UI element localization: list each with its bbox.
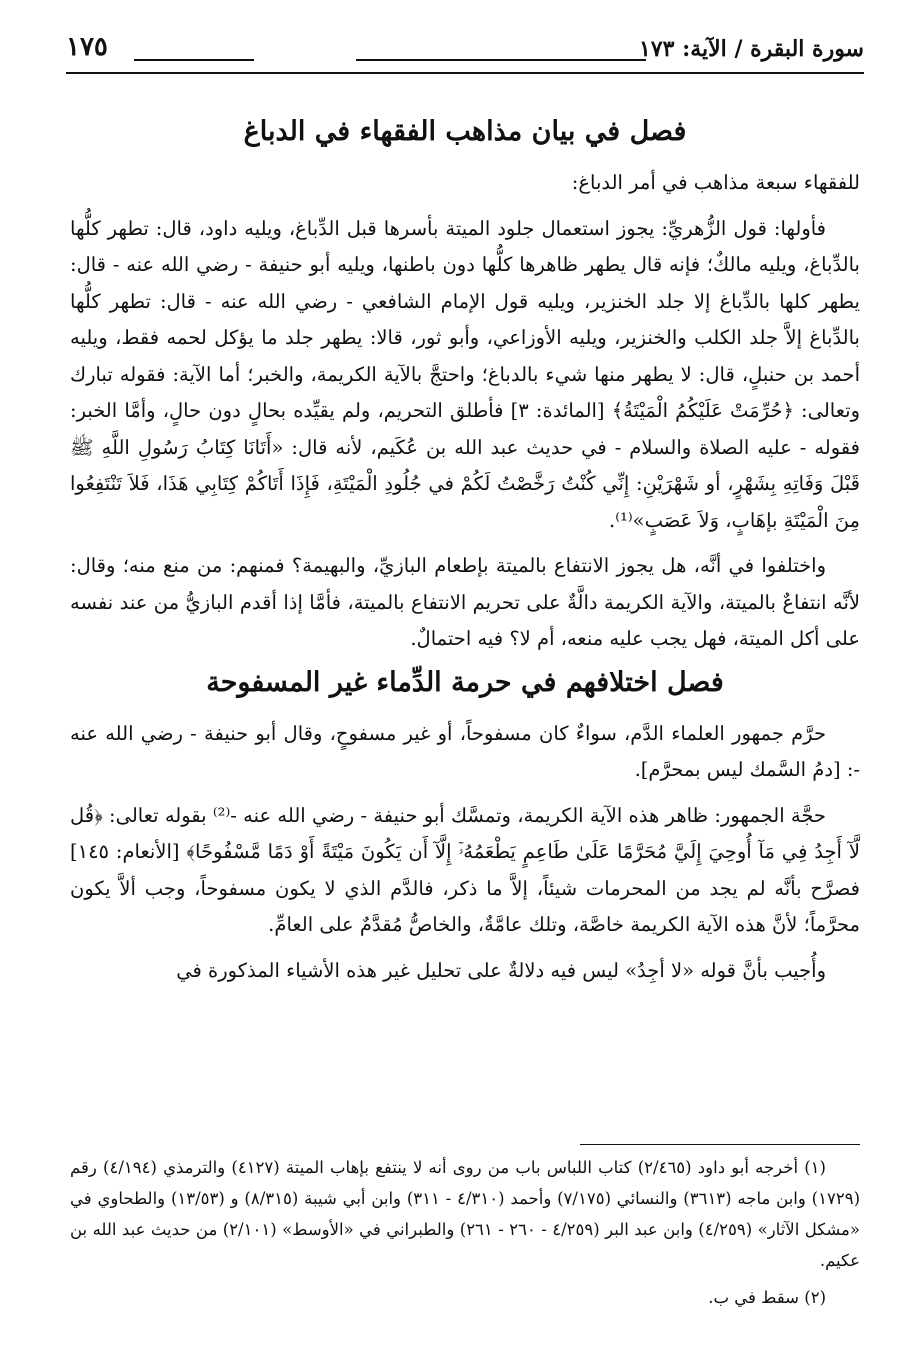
paragraph-majority-argument: حجَّة الجمهور: ظاهر هذه الآية الكريمة، وتمسَّك أبو حنيفة - رضي الله عنه -⁽²⁾ بقوله تعالى: ﴿قُل لَّآ أَجِدُ فِي مَآ أُوحِيَ إِلَيَّ مُحَرَّمًا عَلَىٰ طَاعِمٍ يَطْعَمُهُۥٓ إِلَّآ أَن يَكُونَ مَيْتَةً أَوْ دَمًا مَّسْفُوحًا﴾ [الأنعام: ١٤٥] فصرَّح بأنَّه لم يجد من المحرمات شيئاً، إلاَّ ما ذكر، فالدَّم الذي لا يكون مسفوحاً، وجب ألاَّ يكون محرَّماً؛ لأنَّ هذه الآية الكريمة خاصَّة، وتلك عامَّةٌ، والخاصُّ مُقدَّمٌ على العامِّ. bbox=[70, 803, 860, 936]
page-body bbox=[70, 108, 860, 998]
section-title-blood: فصل اختلافهم في حرمة الدِّماء غير المسفوحة bbox=[206, 666, 724, 698]
header-line-right bbox=[356, 59, 646, 61]
header-rule bbox=[66, 72, 864, 74]
paragraph-feeding-falcon: واختلفوا في أنَّه، هل يجوز الانتفاع بالميتة بإطعام البازيِّ، والبهيمة؟ فمنهم: من منع منه؛ وقال: لأنَّه انتفاعٌ بالميتة، والآية الكريمة دالَّةٌ على تحريم الانتفاع بالميتة، فأمَّا إذا أقدم البازيُّ من عند نفسه على أكل الميتة، فهل يجب عليه منعه، أم لا؟ فيه احتمالٌ. bbox=[70, 554, 860, 650]
paragraph-blood-ruling: حرَّم جمهور العلماء الدَّم، سواءٌ كان مسفوحاً، أو غير مسفوحٍ، وقال أبو حنيفة - رضي الله عنه -: [دمُ السَّمك ليس بمحرَّم]. bbox=[70, 721, 860, 781]
paragraph-intro: للفقهاء سبعة مذاهب في أمر الدباغ: bbox=[571, 171, 860, 194]
footnote-1: (١) أخرجه أبو داود (٢/٤٦٥) كتاب اللباس باب من روى أنه لا ينتفع بإهاب الميتة (٤١٢٧) والترمذي (٤/١٩٤) رقم (١٧٢٩) وابن ماجه (٣٦١٣) والنسائي (٧/١٧٥) وأحمد (٤/٣١٠ - ٣١١) وابن أبي شيبة (٨/٣١٥) و (١٣/٥٣) والطحاوي في «مشكل الآثار» (٤/٢٥٩) وابن عبد البر (٤/٢٥٩ - ٢٦٠ - ٢٦١) والطبراني في «الأوسط» (٢/١٠١) من حديث عبد الله بن عكيم. bbox=[70, 1158, 860, 1270]
page-number: ١٧٥ bbox=[66, 32, 108, 62]
running-title: سورة البقرة / الآية: ١٧٣ bbox=[638, 36, 864, 62]
footnote-2: (٢) سقط في ب. bbox=[708, 1288, 826, 1307]
page-header bbox=[66, 30, 864, 74]
paragraph-seven-views: فأولها: قول الزُّهريِّ: يجوز استعمال جلود الميتة بأسرها قبل الدِّباغ، ويليه داود، قال: تطهر كلُّها بالدِّباغ، ويليه مالكٌ؛ فإنه قال يطهر ظاهرها كلُّها دون باطنها، ويليه أبو حنيفة - رضي الله عنه - قال: يطهر كلها بالدِّباغ إلا جلد الخنزير، ويليه قول الإمام الشافعي - رضي الله عنه - قال: تطهر كلُّها بالدِّباغ إلاَّ جلد الكلب والخنزير، ويليه الأوزاعي، وأبو ثور، قالا: يطهر جلد ما يؤكل لحمه فقط، ويليه أحمد بن حنبلٍ، قال: لا يطهر منها شيء بالدباغ؛ واحتجَّ بالآية الكريمة، والخبر؛ أما الآية: فقوله تبارك وتعالى: ﴿حُرِّمَتْ عَلَيْكُمُ الْمَيْتَةُ﴾ [المائدة: ٣] فأطلق التحريم، ولم يقيِّده بحالٍ دون حالٍ، وأمَّا الخبر: فقوله - عليه الصلاة والسلام - في حديث عبد الله بن عُكَيم، لأنه قال: «أَتَانَا كِتَابُ رَسُولِ اللَّهِ ﷺ قَبْلَ وَفَاتِهِ بِشَهْرٍ، أو شَهْرَيْنِ: إِنِّي كُنْتُ رَخَّصْتُ لَكُمْ في جُلُودِ الْمَيْتَةِ، فَإِذَا أَتَاكُمْ كِتَابِي هَذَا، فَلاَ تَنْتَفِعُوا مِنَ الْمَيْتَةِ بإهَابٍ، وَلاَ عَصَبٍ»⁽¹⁾. bbox=[70, 216, 860, 532]
header-line-left bbox=[134, 59, 254, 61]
footnotes bbox=[70, 1152, 860, 1319]
footnote-rule bbox=[580, 1144, 860, 1145]
paragraph-response: وأُجيب بأنَّ قوله «لا أجِدُ» ليس فيه دلالةٌ على تحليل غير هذه الأشياء المذكورة في bbox=[176, 958, 826, 982]
section-title-tanning: فصل في بيان مذاهب الفقهاء في الدباغ bbox=[243, 116, 687, 147]
